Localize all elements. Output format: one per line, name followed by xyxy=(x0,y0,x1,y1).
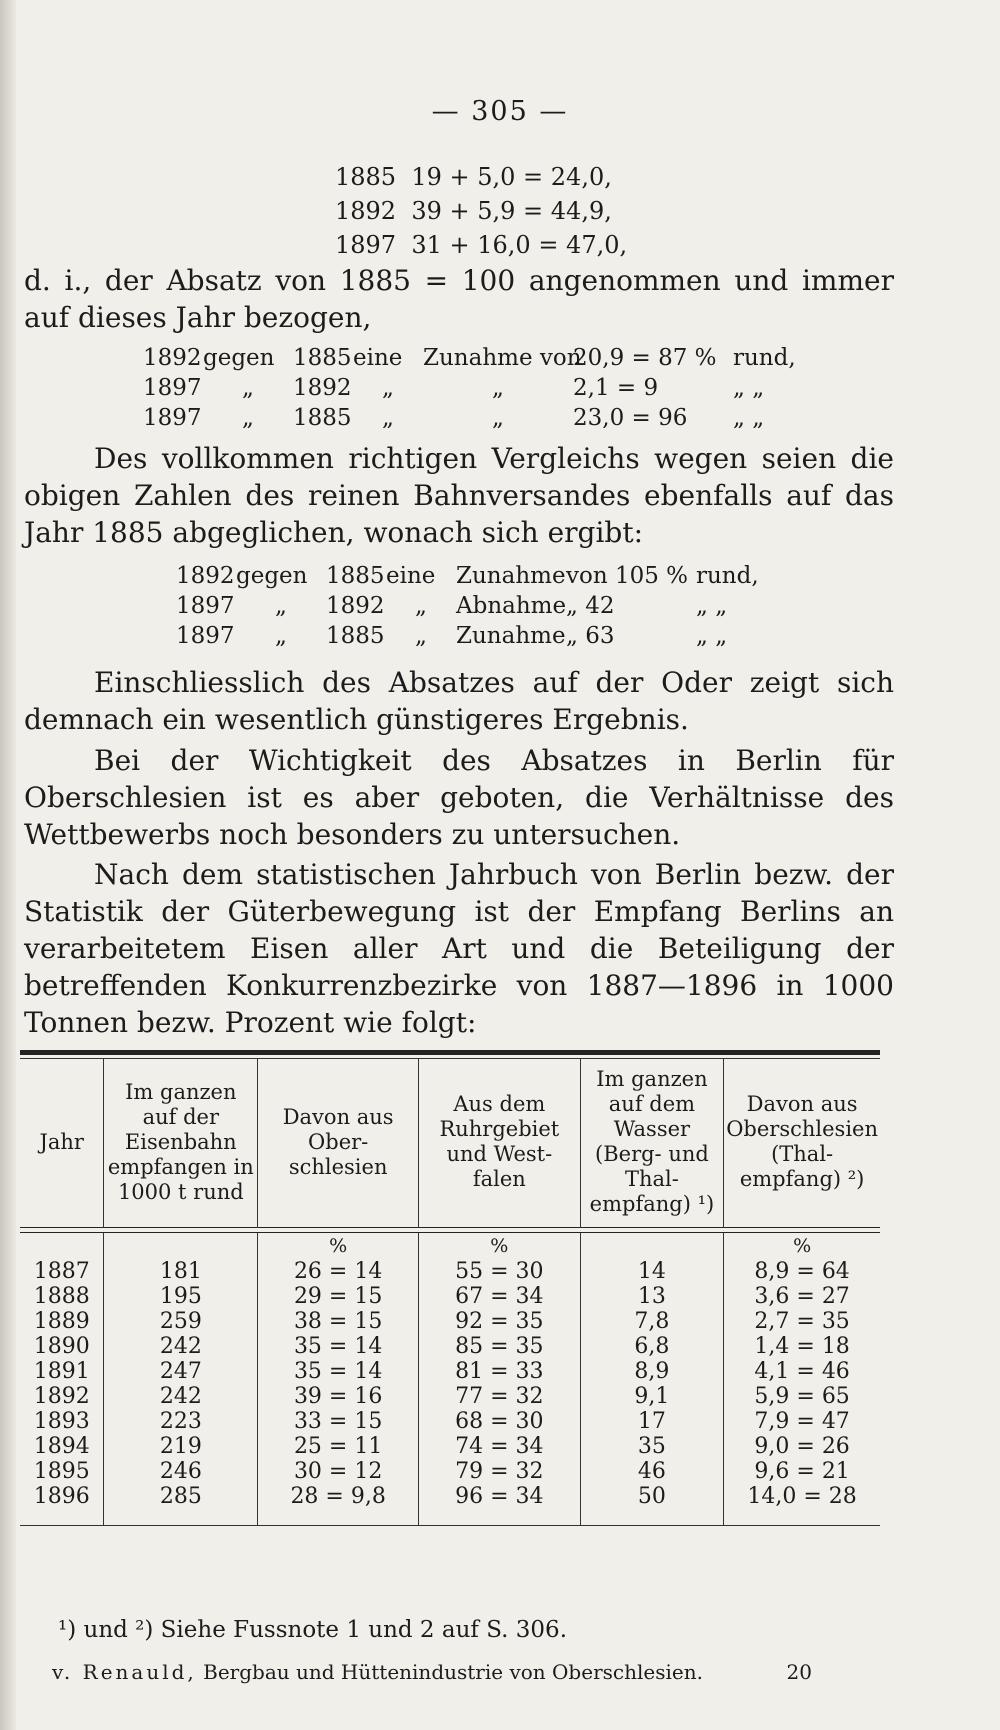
growth-year-a: 1897 xyxy=(176,593,235,619)
paragraph-comparison: Des vollkommen richtigen Vergleichs wegen seien die obigen Zahlen des reinen Bahnversandes ebenfalls auf das Jahr 1885 abgeglichen, wonach sich ergibt: xyxy=(24,442,894,549)
cell-ruhr: 74 = 34 xyxy=(419,1434,581,1459)
footer-citation xyxy=(52,1660,703,1684)
table-row xyxy=(20,1434,880,1459)
cell-water-silesia: 9,0 = 26 xyxy=(724,1434,880,1459)
cell-ruhr: 85 = 35 xyxy=(419,1334,581,1359)
paragraph-basis: d. i., der Absatz von 1885 = 100 angenommen und immer auf dieses Jahr bezogen, xyxy=(24,264,894,334)
cell-water-silesia: 4,1 = 46 xyxy=(724,1359,880,1384)
growth-word: rund, xyxy=(696,563,759,589)
growth-year-b: 1892 xyxy=(293,375,352,401)
cell-upper-silesia: 35 = 14 xyxy=(258,1359,419,1384)
header-rail-total: Im ganzen auf der Eisenbahn empfangen in 1000 t rund xyxy=(104,1059,258,1228)
growth-word: „ xyxy=(492,405,504,431)
growth-word: „ „ xyxy=(733,375,765,401)
growth-word: Zunahme von xyxy=(423,345,582,371)
growth-year-b: 1885 xyxy=(326,623,385,649)
footer-author: v. Renauld, xyxy=(52,1660,197,1684)
table-row xyxy=(20,1484,880,1509)
cell-upper-silesia: 33 = 15 xyxy=(258,1409,419,1434)
footnote: ¹) und ²) Siehe Fussnote 1 und 2 auf S. 306. xyxy=(58,1617,567,1643)
equation-year: 1885 xyxy=(335,163,397,191)
cell-water-total: 17 xyxy=(580,1409,724,1434)
cell-ruhr: 55 = 30 xyxy=(419,1259,581,1284)
header-water-total: Im ganzen auf dem Wasser (Berg- und Thal-empfang) ¹) xyxy=(580,1059,724,1228)
paragraph-berlin: Bei der Wichtigkeit des Absatzes in Berlin für Oberschlesien ist es aber geboten, die Verhältnisse des Wettbewerbs noch besonders zu untersuchen. xyxy=(24,744,894,851)
growth-row xyxy=(143,343,796,373)
cell-water-silesia: 7,9 = 47 xyxy=(724,1409,880,1434)
table-header-row xyxy=(20,1059,880,1228)
cell-water-total: 14 xyxy=(580,1259,724,1284)
cell-upper-silesia: 25 = 11 xyxy=(258,1434,419,1459)
equation-row xyxy=(335,160,627,194)
table-row xyxy=(20,1284,880,1309)
cell-upper-silesia: 39 = 16 xyxy=(258,1384,419,1409)
cell-year: 1893 xyxy=(33,1409,90,1434)
table-row xyxy=(20,1334,880,1359)
growth-year-a: 1892 xyxy=(176,563,235,589)
equation-row xyxy=(335,228,627,262)
cell-year: 1889 xyxy=(33,1309,90,1334)
table-row xyxy=(20,1459,880,1484)
header-ruhr: Aus dem Ruhrgebiet und West-falen xyxy=(419,1059,581,1228)
growth-row xyxy=(143,373,796,403)
unit-cell: % xyxy=(419,1233,581,1260)
table-bottom-rule xyxy=(20,1525,880,1526)
cell-upper-silesia: 38 = 15 xyxy=(258,1309,419,1334)
cell-year: 1894 xyxy=(33,1434,90,1459)
cell-water-silesia: 3,6 = 27 xyxy=(724,1284,880,1309)
cell-rail-total: 247 xyxy=(104,1359,258,1384)
cell-year: 1892 xyxy=(33,1384,90,1409)
cell-rail-total: 242 xyxy=(104,1334,258,1359)
growth-word: „ xyxy=(415,623,427,649)
growth-value: von 105 % xyxy=(566,563,689,589)
cell-water-silesia: 9,6 = 21 xyxy=(724,1459,880,1484)
page-number: — 305 — xyxy=(431,96,569,127)
cell-year: 1891 xyxy=(33,1359,90,1384)
growth-table-rail xyxy=(176,561,759,651)
cell-rail-total: 246 xyxy=(104,1459,258,1484)
table-row xyxy=(20,1259,880,1284)
paragraph-statistics: Nach dem statistischen Jahrbuch von Berlin bezw. der Statistik der Güterbewegung ist der Empfang Berlins an verarbeitetem Eisen aller Art und die Beteiligung der betreffenden Konkurrenzbezirke von 1887—1896 in 1000 Tonnen bezw. Prozent wie folgt: xyxy=(24,858,894,1039)
cell-ruhr: 92 = 35 xyxy=(419,1309,581,1334)
growth-word: eine xyxy=(353,345,403,371)
unit-cell: % xyxy=(724,1233,880,1260)
growth-word: rund, xyxy=(733,345,796,371)
equation-year: 1897 xyxy=(335,231,397,259)
cell-year: 1888 xyxy=(33,1284,90,1309)
growth-word: „ xyxy=(492,375,504,401)
growth-row xyxy=(143,403,796,433)
growth-year-a: 1892 xyxy=(143,345,202,371)
padding-cell xyxy=(419,1509,581,1525)
growth-value: 2,1 = 9 xyxy=(573,375,659,401)
header-year: Jahr xyxy=(39,1129,84,1154)
padding-cell xyxy=(20,1509,104,1525)
padding-cell xyxy=(258,1509,419,1525)
cell-rail-total: 259 xyxy=(104,1309,258,1334)
growth-value: „ 63 xyxy=(566,623,615,649)
footer-title: Bergbau und Hüttenindustrie von Oberschlesien. xyxy=(203,1660,703,1684)
growth-value: „ 42 xyxy=(566,593,615,619)
cell-year: 1895 xyxy=(33,1459,90,1484)
growth-year-a: 1897 xyxy=(176,623,235,649)
unit-row xyxy=(20,1233,880,1260)
header-upper-silesia: Davon aus Ober-schlesien xyxy=(258,1059,419,1228)
cell-upper-silesia: 30 = 12 xyxy=(258,1459,419,1484)
cell-water-total: 13 xyxy=(580,1284,724,1309)
growth-word: „ „ xyxy=(696,623,728,649)
table-row xyxy=(20,1384,880,1409)
cell-rail-total: 285 xyxy=(104,1484,258,1509)
cell-upper-silesia: 28 = 9,8 xyxy=(258,1484,419,1509)
cell-water-silesia: 5,9 = 65 xyxy=(724,1384,880,1409)
cell-ruhr: 77 = 32 xyxy=(419,1384,581,1409)
cell-year: 1896 xyxy=(33,1484,90,1509)
footer-sheet-number: 20 xyxy=(786,1660,812,1684)
cell-ruhr: 67 = 34 xyxy=(419,1284,581,1309)
cell-rail-total: 181 xyxy=(104,1259,258,1284)
unit-cell xyxy=(580,1233,724,1260)
growth-word: eine xyxy=(386,563,436,589)
header-water-silesia: Davon aus Oberschlesien (Thal-empfang) ²) xyxy=(724,1059,880,1228)
cell-upper-silesia: 26 = 14 xyxy=(258,1259,419,1284)
cell-water-total: 9,1 xyxy=(580,1384,724,1409)
cell-ruhr: 81 = 33 xyxy=(419,1359,581,1384)
equation-expr: 19 + 5,0 = 24,0, xyxy=(411,163,612,191)
page-edge xyxy=(0,0,16,1730)
growth-word: „ xyxy=(242,375,254,401)
growth-year-b: 1885 xyxy=(326,563,385,589)
cell-water-silesia: 14,0 = 28 xyxy=(724,1484,880,1509)
growth-table-total xyxy=(143,343,796,433)
berlin-iron-table xyxy=(20,1050,880,1526)
growth-year-a: 1897 xyxy=(143,375,202,401)
growth-row xyxy=(176,561,759,591)
cell-water-total: 46 xyxy=(580,1459,724,1484)
equation-expr: 31 + 16,0 = 47,0, xyxy=(411,231,628,259)
growth-value: 20,9 = 87 % xyxy=(573,345,717,371)
table-top-rule xyxy=(20,1050,880,1055)
unit-cell: % xyxy=(258,1233,419,1260)
growth-word: Zunahme xyxy=(456,623,566,649)
cell-water-total: 35 xyxy=(580,1434,724,1459)
top-equations xyxy=(335,160,627,262)
data-table xyxy=(20,1059,880,1525)
paragraph-oder: Einschliesslich des Absatzes auf der Oder zeigt sich demnach ein wesentlich günstigeres Ergebnis. xyxy=(24,666,894,736)
growth-word: „ xyxy=(275,593,287,619)
equation-year: 1892 xyxy=(335,197,397,225)
growth-word: „ „ xyxy=(733,405,765,431)
equation-row xyxy=(335,194,627,228)
cell-upper-silesia: 35 = 14 xyxy=(258,1334,419,1359)
table-padding-row xyxy=(20,1509,880,1525)
unit-cell xyxy=(104,1233,258,1260)
growth-word: gegen xyxy=(203,345,275,371)
padding-cell xyxy=(104,1509,258,1525)
cell-upper-silesia: 29 = 15 xyxy=(258,1284,419,1309)
growth-word: „ xyxy=(382,405,394,431)
table-body xyxy=(20,1233,880,1526)
growth-word: gegen xyxy=(236,563,308,589)
table-row xyxy=(20,1309,880,1334)
growth-word: „ xyxy=(382,375,394,401)
cell-ruhr: 68 = 30 xyxy=(419,1409,581,1434)
cell-ruhr: 79 = 32 xyxy=(419,1459,581,1484)
unit-cell xyxy=(20,1233,104,1260)
cell-water-silesia: 1,4 = 18 xyxy=(724,1334,880,1359)
cell-year: 1887 xyxy=(33,1259,90,1284)
cell-water-silesia: 8,9 = 64 xyxy=(724,1259,880,1284)
table-row xyxy=(20,1359,880,1384)
growth-word: Abnahme xyxy=(456,593,567,619)
growth-word: „ xyxy=(415,593,427,619)
growth-row xyxy=(176,591,759,621)
cell-rail-total: 223 xyxy=(104,1409,258,1434)
cell-year: 1890 xyxy=(33,1334,90,1359)
growth-row xyxy=(176,621,759,651)
growth-word: Zunahme xyxy=(456,563,566,589)
growth-word: „ „ xyxy=(696,593,728,619)
cell-water-total: 50 xyxy=(580,1484,724,1509)
growth-year-b: 1885 xyxy=(293,405,352,431)
cell-water-total: 8,9 xyxy=(580,1359,724,1384)
cell-ruhr: 96 = 34 xyxy=(419,1484,581,1509)
table-row xyxy=(20,1409,880,1434)
growth-year-b: 1885 xyxy=(293,345,352,371)
cell-water-total: 7,8 xyxy=(580,1309,724,1334)
cell-rail-total: 242 xyxy=(104,1384,258,1409)
cell-rail-total: 219 xyxy=(104,1434,258,1459)
cell-water-silesia: 2,7 = 35 xyxy=(724,1309,880,1334)
growth-word: „ xyxy=(242,405,254,431)
growth-word: „ xyxy=(275,623,287,649)
growth-year-b: 1892 xyxy=(326,593,385,619)
page-footer xyxy=(52,1660,812,1684)
equation-expr: 39 + 5,9 = 44,9, xyxy=(411,197,612,225)
growth-value: 23,0 = 96 xyxy=(573,405,688,431)
cell-water-total: 6,8 xyxy=(580,1334,724,1359)
growth-year-a: 1897 xyxy=(143,405,202,431)
padding-cell xyxy=(724,1509,880,1525)
cell-rail-total: 195 xyxy=(104,1284,258,1309)
padding-cell xyxy=(580,1509,724,1525)
